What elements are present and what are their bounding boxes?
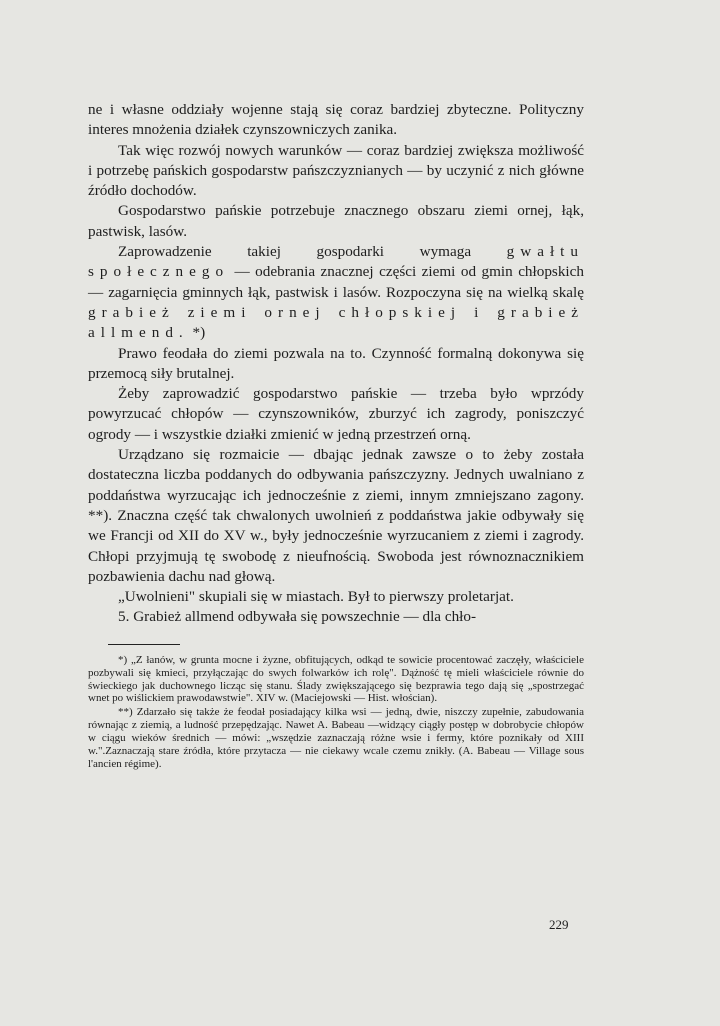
text-run: Prawo feodała do ziemi pozwala na to. Czynność formalną dokonywa się przemocą siły brutalnej. (88, 344, 584, 382)
body-paragraph (88, 607, 584, 627)
text-run: Żeby zaprowadzić gospodarstwo pańskie — trzeba było wprzódy powyrzucać chłopów — czynszowników, zburzyć ich zagrody, poniszczyć ogrody — i wszystkie działki zmienić w jedną przestrzeń orną. (88, 385, 584, 443)
text-run: Tak więc rozwój nowych warunków — coraz bardziej zwiększa możliwość i potrzebę pańskich gospodarstw pańszczyznianych — by uczynić z nich główne źródło dochodów. (88, 141, 584, 200)
body-paragraph (88, 587, 584, 607)
text-run: „Uwolnieni" skupiali się w miastach. Był to pierwszy proletarjat. (118, 588, 514, 606)
body-paragraph (88, 344, 584, 385)
body-paragraph (88, 201, 584, 242)
text-run: ne i własne oddziały wojenne stają się coraz bardziej zbyteczne. Polityczny interes mnożenia działek czynszowniczych zanika. (88, 101, 584, 139)
footnote: **) Zdarzało się także że feodał posiadający kilka wsi — jedną, dwie, niszczy zupełnie, zabudowania równając z ziemią, a ludność przepędzając. Nawet A. Babeau —widzący ciągły postęp w dobrobycie chłopów w ciągu wieków średnich — mówi: „wszędzie zaznaczają różne wsie i fermy, które poznikały od XIII w.".Zaznaczają stare źródła, które przytacza — nie ciekawy wcale czemu znikły. (A. Babeau — Village sous l'ancien régime). (88, 706, 584, 770)
body-paragraph (88, 384, 584, 445)
spaced-emphasis: gwałtu społecznego (88, 243, 584, 281)
text-run: *) (188, 324, 206, 342)
page-number: 229 (549, 917, 569, 932)
body-paragraph (88, 141, 584, 202)
text-run: — odebrania znacznej części ziemi od gmin chłopskich — zagarnięcia gminnych łąk, pastwisk i lasów. Rozpoczyna się na wielką skalę (88, 263, 584, 301)
text-run: Gospodarstwo pańskie potrzebuje znacznego obszaru ziemi ornej, łąk, pastwisk, lasów. (88, 202, 584, 240)
text-run: Urządzano się rozmaicie — dbając jednak zawsze o to żeby została dostateczna liczba poddanych do odbywania pańszczyzny. Jednych uwalniano z poddaństwa wyrzucając ich jednocześnie z ziemi, innym zmniejszano zagony. **). Znaczna część tak chwalonych uwolnień z poddaństwa jakie odbywały się we Francji od XII do XV w., były jednocześnie wyrzucaniem z ziemi i zagrody. Chłopi przyjmują tę swobodę z nieufnością. Swoboda jest równoznacznikiem pozbawienia dachu nad głową. (88, 446, 584, 585)
footnote: *) „Z łanów, w grunta mocne i żyzne, obfitujących, odkąd te sowicie procentować zaczęły, właściciele pozbywali się kmieci, przyłączając do swych folwarków ich rolę". Dążność tę mieli właściciele równie do świeckiego jak duchownego licząc się stanu. Ślady zwiększającego się bezprawia tego dają się „spostrzegać wnet po wiślickiem prawodawstwie". XIV w. (Maciejowski — Hist. włościan). (88, 653, 584, 705)
text-run: Zaprowadzenie takiej gospodarki wymaga (118, 243, 507, 261)
text-run: 5. Grabież allmend odbywała się powszechnie — dla chło- (118, 608, 477, 626)
text-block (88, 100, 584, 771)
body-paragraph (88, 242, 584, 343)
spaced-emphasis: grabież ziemi ornej chłopskiej i grabież allmend. (88, 303, 584, 342)
body-paragraph (88, 445, 584, 587)
body-paragraph (88, 100, 584, 141)
footnotes (88, 654, 584, 771)
main-text (88, 100, 584, 628)
footnote-separator (108, 644, 180, 645)
